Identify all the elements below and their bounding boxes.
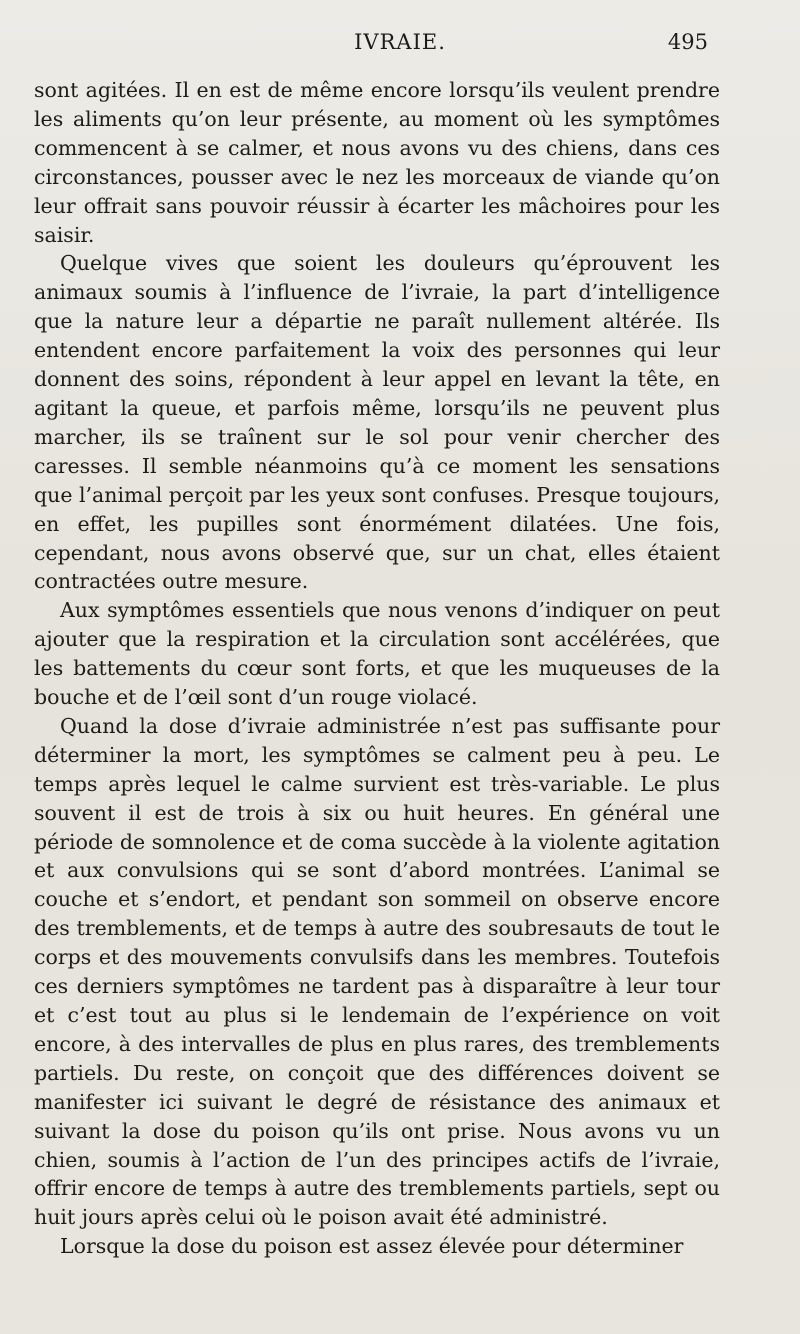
paragraph: sont agitées. Il en est de même encore lorsqu’ils veulent prendre les aliments qu’on leur présente, au moment où les symptômes commencent à se calmer, et nous avons vu des chiens, dans ces circonstances, pousser avec le nez les morceaux de viande qu’on leur offrait sans pouvoir réussir à écarter les mâchoires pour les saisir. [34, 78, 720, 247]
paragraph: Quand la dose d’ivraie administrée n’est pas suffisante pour déterminer la mort, les symptômes se calment peu à peu. Le temps après lequel le calme survient est très-variable. Le plus souvent il est de trois à six ou huit heures. En général une période de somnolence et de coma succède à la violente agitation et aux convulsions qui se sont d’abord montrées. L’animal se couche et s’endort, et pendant son sommeil on observe encore des tremblements, et de temps à autre des soubresauts de tout le corps et des mouvements convulsifs dans les membres. Toutefois ces derniers symptômes ne tardent pas à disparaître à leur tour et c’est tout au plus si le lendemain de l’expérience on voit encore, à des intervalles de plus en plus rares, des tremblements partiels. Du reste, on conçoit que des différences doivent se manifester ici suivant le degré de résistance des animaux et suivant la dose du poison qu’ils ont prise. Nous avons vu un chien, soumis à l’action de l’un des principes actifs de l’ivraie, offrir encore de temps à autre des tremblements partiels, sept ou huit jours après celui où le poison avait été administré. [34, 713, 720, 1230]
paragraph: Quelque vives que soient les douleurs qu’éprouvent les animaux soumis à l’influence de l’ivraie, la part d’intelligence que la nature leur a départie ne paraît nullement altérée. Ils entendent encore parfaitement la voix des personnes qui leur donnent des soins, répondent à leur appel en levant la tête, en agitant la queue, et parfois même, lorsqu’ils ne peuvent plus marcher, ils se traînent sur le sol pour venir chercher des caresses. Il semble néanmoins qu’à ce moment les sensations que l’animal perçoit par les yeux sont confuses. Presque toujours, en effet, les pupilles sont énormément dilatées. Une fois, cependant, nous avons observé que, sur un chat, elles étaient contractées outre mesure. [34, 251, 720, 594]
page-header [0, 30, 800, 62]
body-text [34, 76, 720, 1261]
paragraph: Lorsque la dose du poison est assez élevée pour déterminer [60, 1234, 684, 1259]
page-number: 495 [667, 30, 708, 54]
running-title: IVRAIE. [354, 30, 446, 54]
paragraph: Aux symptômes essentiels que nous venons d’indiquer on peut ajouter que la respiration et la circulation sont accélérées, que les battements du cœur sont forts, et que les muqueuses de la bouche et de l’œil sont d’un rouge violacé. [34, 598, 720, 710]
